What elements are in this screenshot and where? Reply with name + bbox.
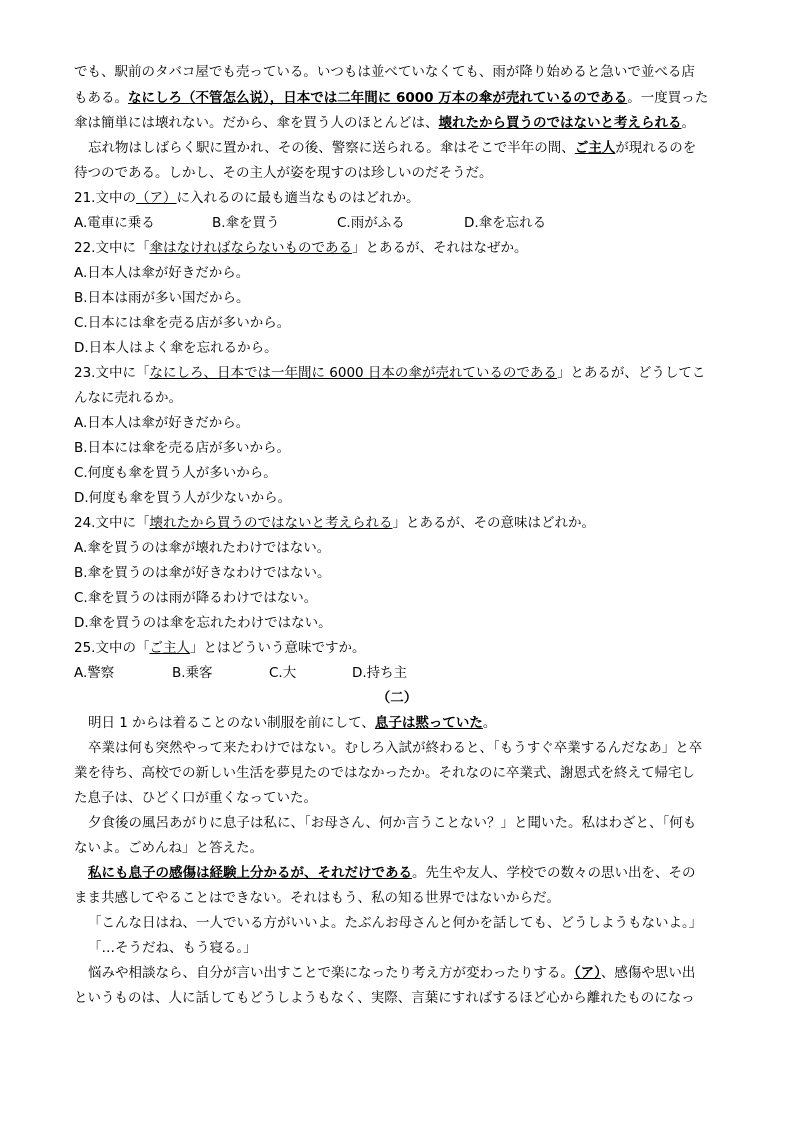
- question-number: 23.文中に「: [74, 365, 150, 381]
- question-number: 25.文中の「: [74, 640, 150, 656]
- emphasized-sentence: 息子は黙っていた: [374, 715, 483, 731]
- text-span: 忘れ物はしばらく駅に置かれ、その後、警察に送られる。傘はそこで半年の間、: [88, 140, 575, 156]
- blank-marker: （ア）: [135, 190, 177, 206]
- text-span: 傘は簡単には壊れない。だから、傘を買う人のほとんどは、: [74, 115, 439, 131]
- text-line: [74, 113, 734, 133]
- option-b[interactable]: B.乗客: [172, 665, 213, 681]
- option-a[interactable]: A.電車に乗る: [74, 215, 155, 231]
- text-span: 。先生や友人、学校での数々の思い出を、その: [412, 865, 696, 881]
- question-23: [74, 363, 734, 383]
- text-line: ないよ。ごめんね」と答えた。: [74, 840, 263, 856]
- blank-marker: （ア）: [573, 965, 601, 981]
- text-span: 。: [681, 115, 695, 131]
- option-d[interactable]: D.持ち主: [352, 665, 408, 681]
- question-25: [74, 638, 734, 658]
- question-text: 」とはどういう意味ですか。: [189, 640, 366, 656]
- emphasized-word: ご主人: [574, 140, 616, 156]
- question-number: 21.文中の: [74, 190, 136, 206]
- text-span: 、感傷や思い出: [600, 965, 696, 981]
- option-d[interactable]: D.傘を買うのは傘を忘れたわけではない。: [74, 615, 332, 631]
- question-text: 」とあるが、その意味はどれか。: [392, 515, 595, 531]
- text-span: が現れるのを: [615, 140, 697, 156]
- text-line: でも、駅前のタバコ屋でも売っている。いつもは並べていなくても、雨が降り始めると急いで並べる店: [74, 64, 695, 80]
- option-b[interactable]: B.傘を買うのは傘が好きなわけではない。: [74, 565, 331, 581]
- text-line: [74, 88, 734, 108]
- section-heading: （二）: [376, 690, 418, 706]
- text-line: [88, 863, 748, 883]
- text-line: た息子は、ひどく口が重くなっていた。: [74, 790, 317, 806]
- text-line: というものは、人に話してもどうしようもなく、実際、言葉にすればするほど心から離れたものになっ: [74, 990, 695, 1006]
- option-c[interactable]: C.日本には傘を売る店が多いから。: [74, 315, 291, 331]
- text-line: 待つのである。しかし、その主人が姿を現すのは珍しいのだそうだ。: [74, 165, 493, 181]
- text-span: 。: [482, 715, 497, 731]
- option-b[interactable]: B.日本は雨が多い国だから。: [74, 290, 250, 306]
- option-c[interactable]: C.傘を買うのは雨が降るわけではない。: [74, 590, 318, 606]
- quoted-phrase: ご主人: [149, 640, 190, 656]
- text-span: 悩みや相談なら、自分が言い出すことで楽になったり考え方が変わったりする。: [88, 965, 574, 981]
- emphasized-sentence: 私にも息子の感傷は経験上分かるが、それだけである: [88, 865, 412, 881]
- text-span: 。一度買った: [627, 90, 709, 106]
- text-span: 明日 1 からは着ることのない制服を前にして、: [88, 715, 375, 731]
- emphasized-sentence: なにしろ（不管怎么说），日本では二年間に 6000 万本の傘が売れているのである: [128, 90, 628, 106]
- question-text: に入れるのに最も適当なものはどれか。: [176, 190, 420, 206]
- option-d[interactable]: D.何度も傘を買う人が少ないから。: [74, 490, 292, 506]
- text-line: [88, 713, 748, 733]
- option-a[interactable]: A.傘を買うのは傘が壊れたわけではない。: [74, 540, 331, 556]
- quoted-phrase: 傘はなければならないものである: [149, 240, 352, 256]
- quoted-phrase: なにしろ、日本では一年間に 6000 日本の傘が売れているのである: [149, 365, 557, 381]
- option-c[interactable]: C.大: [269, 665, 297, 681]
- option-c[interactable]: C.雨がふる: [337, 215, 405, 231]
- option-a[interactable]: A.警察: [74, 665, 115, 681]
- text-line: 業を待ち、高校での新しい生活を夢見たのではなかったか。それなのに卒業式、謝恩式を終えて帰宅し: [74, 765, 695, 781]
- option-a[interactable]: A.日本人は傘が好きだから。: [74, 415, 250, 431]
- text-span: もある。: [74, 90, 128, 106]
- option-d[interactable]: D.傘を忘れる: [464, 215, 547, 231]
- text-line: [88, 963, 748, 983]
- dialogue-line: 「こんな日はね、一人でいる方がいいよ。たぶんお母さんと何かを話しても、どうしようもないよ。」: [88, 915, 703, 931]
- option-d[interactable]: D.日本人はよく傘を忘れるから。: [74, 340, 278, 356]
- question-21: [74, 188, 734, 208]
- option-a[interactable]: A.日本人は傘が好きだから。: [74, 265, 250, 281]
- emphasized-sentence: 壊れたから買うのではないと考えられる: [438, 115, 682, 131]
- text-line: 夕食後の風呂あがりに息子は私に、「お母さん、何か言うことない？」と聞いた。私はわざと、「何も: [88, 815, 697, 831]
- text-line: [88, 138, 748, 158]
- question-text: 」とあるが、それはなぜか。: [351, 240, 528, 256]
- question-22: [74, 238, 734, 258]
- text-line: まま共感してやることはできない。それはもう、私の知る世界ではないからだ。: [74, 890, 560, 906]
- question-number: 24.文中に「: [74, 515, 150, 531]
- quoted-phrase: 壊れたから買うのではないと考えられる: [149, 515, 393, 531]
- question-text-continued: んなに売れるか。: [74, 390, 182, 406]
- question-number: 22.文中に「: [74, 240, 150, 256]
- option-c[interactable]: C.何度も傘を買う人が多いから。: [74, 465, 277, 481]
- text-line: 卒業は何も突然やって来たわけではない。むしろ入試が終わると、「もうすぐ卒業するんだなあ」と卒: [88, 740, 703, 756]
- option-b[interactable]: B.傘を買う: [212, 215, 280, 231]
- option-b[interactable]: B.日本には傘を売る店が多いから。: [74, 440, 291, 456]
- question-text: 」とあるが、どうしてこ: [556, 365, 706, 381]
- question-24: [74, 513, 734, 533]
- dialogue-line: 「…そうだね、もう寝る。」: [88, 940, 257, 956]
